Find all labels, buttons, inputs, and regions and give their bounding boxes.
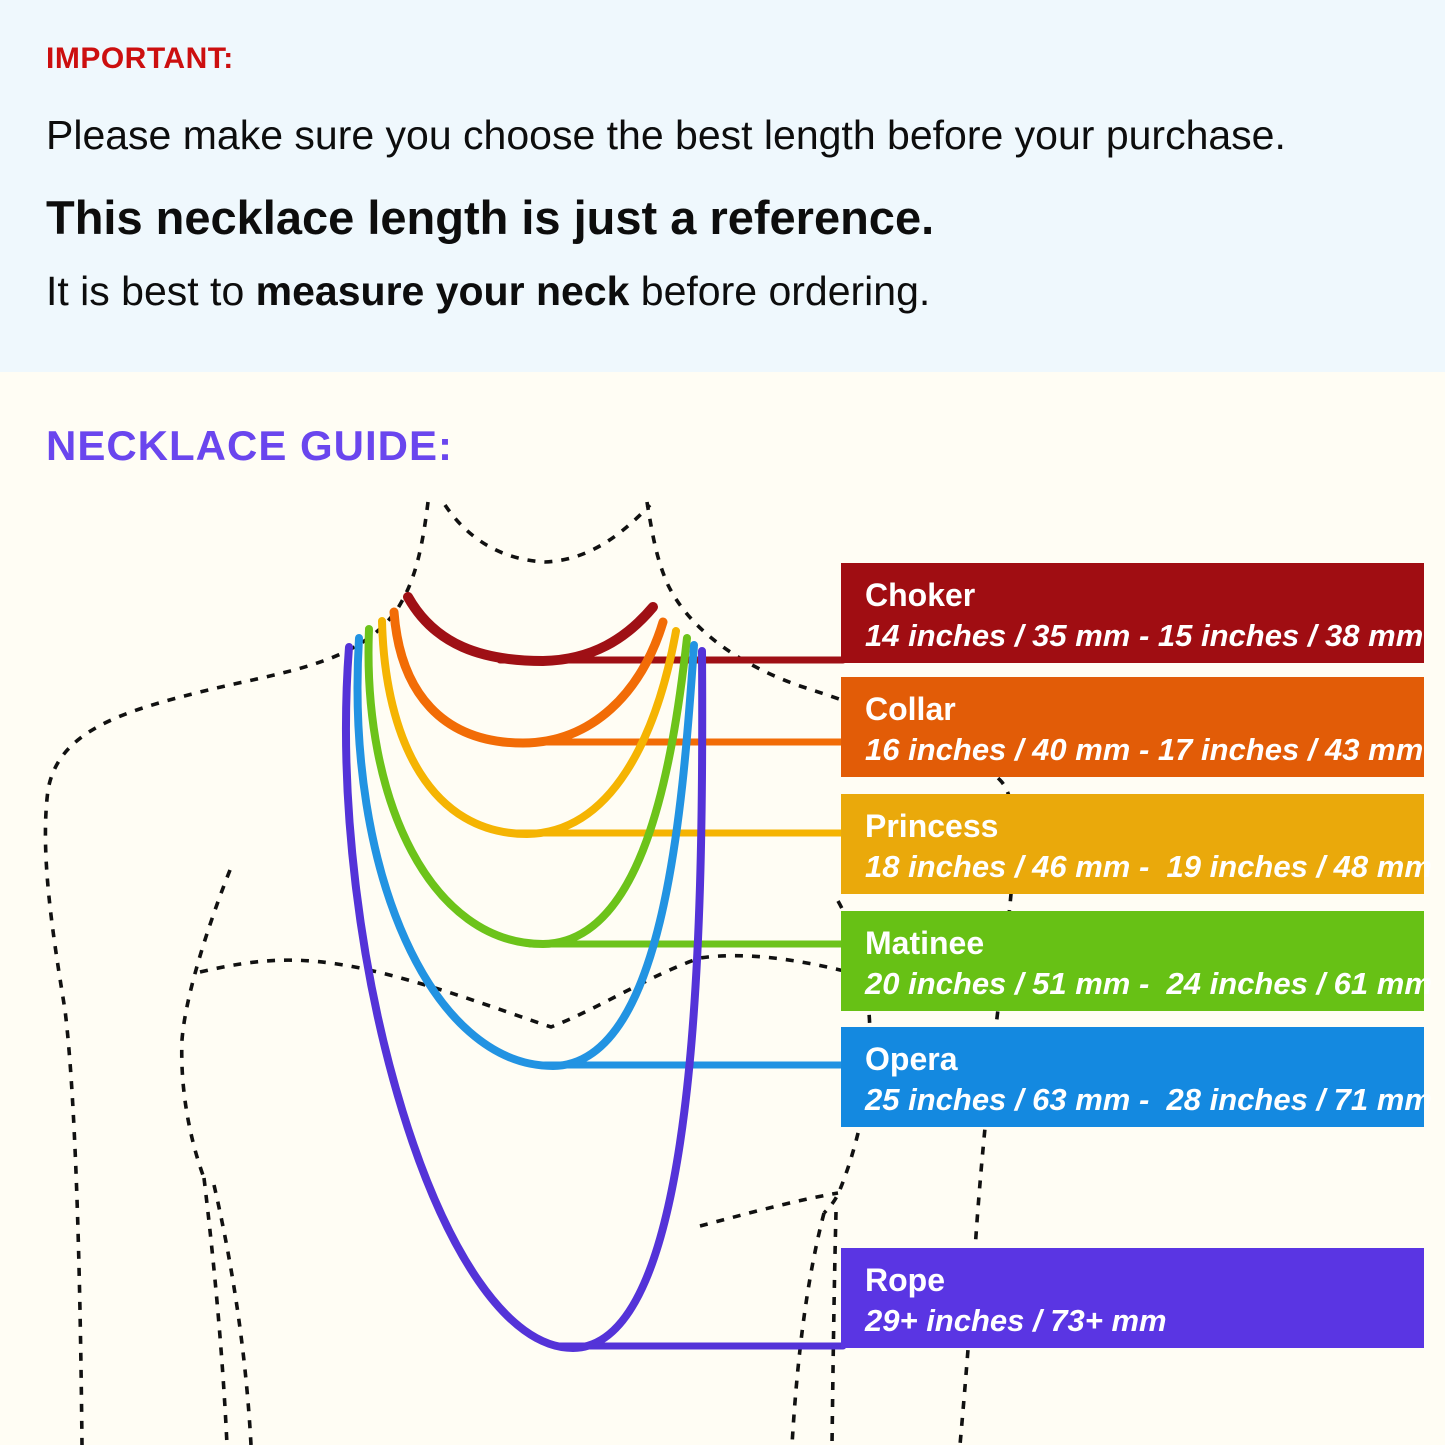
chin-curve	[445, 505, 650, 562]
banner-line-3-suffix: before ordering.	[629, 268, 931, 314]
guide-title: NECKLACE GUIDE:	[46, 422, 454, 469]
banner-line-3-bold: measure your neck	[255, 268, 630, 314]
necklace-range: 25 inches / 63 mm - 28 inches / 71 mm	[865, 1081, 1432, 1117]
necklace-range: 29+ inches / 73+ mm	[865, 1302, 1167, 1338]
right-waist-segment	[700, 1193, 838, 1226]
chest-curve	[200, 956, 900, 1027]
left-breast-curve	[182, 870, 230, 1178]
necklace-range: 20 inches / 51 mm - 24 inches / 61 mm	[865, 965, 1432, 1001]
necklace-label-rope	[841, 1248, 1424, 1348]
right-torso-side-line	[832, 1212, 836, 1445]
choker-arc	[408, 597, 653, 661]
necklace-range: 16 inches / 40 mm - 17 inches / 43 mm	[865, 731, 1424, 767]
necklace-range: 18 inches / 46 mm - 19 inches / 48 mm	[865, 848, 1432, 884]
necklace-label-matinee	[841, 911, 1432, 1011]
necklace-label-collar	[841, 677, 1424, 777]
left-inner-arm-line	[204, 1178, 227, 1445]
banner-line-3-prefix: It is best to	[46, 268, 256, 314]
necklace-label-choker	[841, 563, 1424, 663]
necklace-name: Princess	[865, 808, 999, 844]
necklace-range: 14 inches / 35 mm - 15 inches / 38 mm	[865, 617, 1424, 653]
necklace-arcs	[346, 597, 843, 1348]
necklace-name: Opera	[865, 1041, 958, 1077]
necklace-name: Matinee	[865, 925, 985, 961]
necklace-label-princess	[841, 794, 1432, 894]
necklace-name: Rope	[865, 1262, 945, 1298]
important-label: IMPORTANT:	[46, 42, 234, 75]
banner-line-1: Please make sure you choose the best length before your purchase.	[46, 112, 1286, 158]
rope-arc	[346, 647, 702, 1348]
necklace-label-opera	[841, 1027, 1432, 1127]
princess-arc	[382, 621, 676, 834]
necklace-name: Collar	[865, 691, 956, 727]
right-inner-arm-line	[792, 1213, 824, 1445]
necklace-name: Choker	[865, 577, 976, 613]
banner-line-2: This necklace length is just a reference.	[46, 191, 935, 244]
